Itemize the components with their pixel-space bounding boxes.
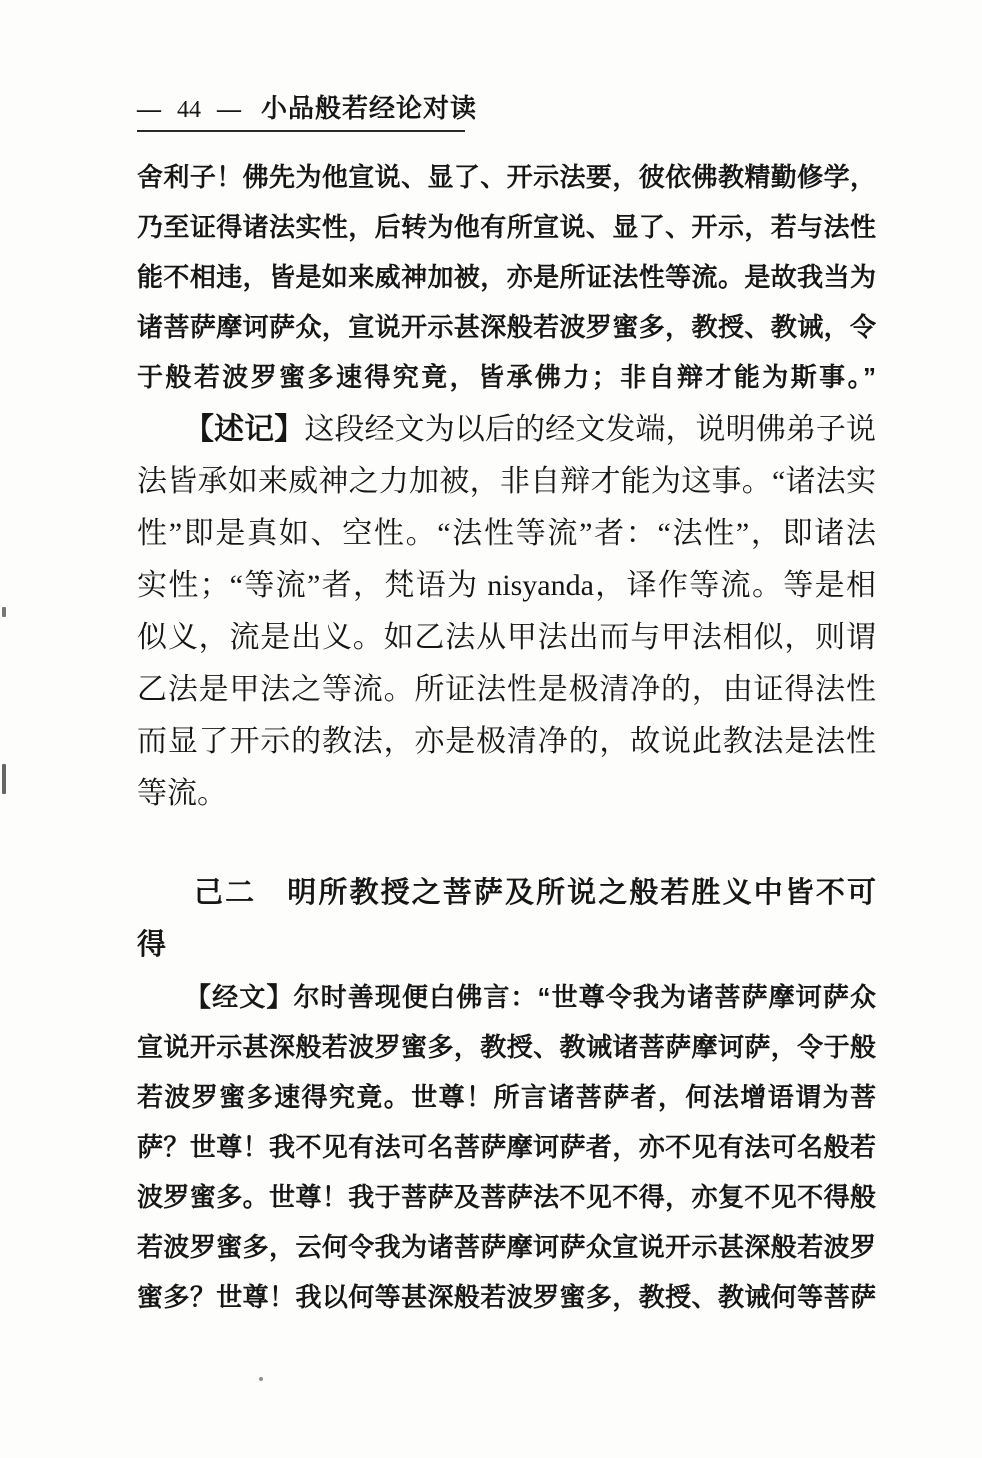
scan-artifact: [2, 607, 6, 617]
text-line: 似义，流是出义。如乙法从甲法出而与甲法相似，则谓: [137, 621, 876, 654]
running-header: [137, 88, 478, 132]
header-dash-left: —: [137, 97, 161, 123]
text-line: 法皆承如来威神之力加被，非自辩才能为这事。“诸法实: [137, 465, 876, 498]
text-line: 萨？世尊！我不见有法可名菩萨摩诃萨者，亦不见有法可名般若: [137, 1132, 876, 1162]
book-title: 小品般若经论对读: [261, 94, 478, 123]
text-line: 乃至证得诸法实性，后转为他有所宣说、显了、开示，若与法性: [137, 212, 876, 242]
text-line: 能不相违，皆是如来威神加被，亦是所证法性等流。是故我当为: [137, 262, 876, 292]
text-line: 实性；“等流”者，梵语为 nisyanda，译作等流。等是相: [137, 569, 876, 602]
commentary-paragraph: [137, 404, 876, 820]
text-line: 性”即是真如、空性。“法性等流”者：“法性”，即诸法: [137, 517, 876, 550]
commentary-first-line: 这段经文为以后的经文发端，说明佛弟子说: [304, 413, 877, 446]
text-line: 等流。: [137, 777, 227, 810]
text-line: 诸菩萨摩诃萨众，宣说开示甚深般若波罗蜜多，教授、教诫，令: [137, 312, 876, 342]
text-line: 而显了开示的教法，亦是极清净的，故说此教法是法性: [137, 725, 876, 758]
sutra-quote-paragraph: [137, 972, 876, 1322]
section-heading-line: 己二 明所教授之菩萨及所说之般若胜义中皆不可: [194, 877, 876, 909]
section-heading: [137, 867, 876, 971]
text-line: 蜜多？世尊！我以何等甚深般若波罗蜜多，教授、教诫何等菩萨: [137, 1282, 876, 1312]
text-line: [137, 404, 876, 456]
scan-artifact: [259, 1377, 263, 1381]
header-dash-right: —: [217, 97, 241, 123]
text-line: 舍利子！佛先为他宣说、显了、开示法要，彼依佛教精勤修学，: [137, 162, 876, 192]
text-line: 宣说开示甚深般若波罗蜜多，教授、教诫诸菩萨摩诃萨，令于般: [137, 1032, 876, 1062]
text-line: 于般若波罗蜜多速得究竟，皆承佛力；非自辩才能为斯事。”: [137, 362, 876, 392]
sutra-continuation-paragraph: [137, 152, 876, 402]
text-line: 若波罗蜜多速得究竟。世尊！所言诸菩萨者，何法增语谓为菩: [137, 1082, 876, 1112]
scan-artifact: [2, 764, 6, 794]
page-number: 44: [177, 97, 201, 123]
text-line: 乙法是甲法之等流。所证法性是极清净的，由证得法性: [137, 673, 876, 706]
text-line: 【经文】尔时善现便白佛言：“世尊令我为诸菩萨摩诃萨众: [185, 982, 876, 1012]
commentary-label: 【述记】: [184, 413, 305, 446]
section-heading-line: 得: [137, 929, 167, 961]
text-line: 波罗蜜多。世尊！我于菩萨及菩萨法不见不得，亦复不见不得般: [137, 1182, 876, 1212]
text-line: 若波罗蜜多，云何令我为诸菩萨摩诃萨众宣说开示甚深般若波罗: [137, 1232, 876, 1262]
